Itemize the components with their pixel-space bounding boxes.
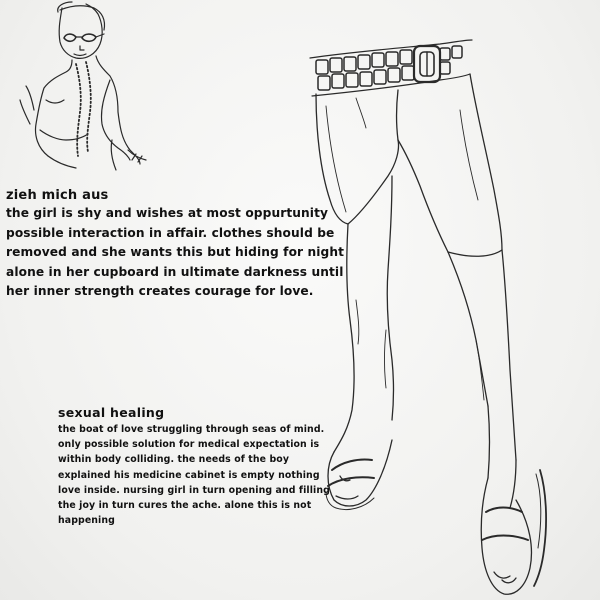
studded-belt xyxy=(310,40,472,96)
sandals xyxy=(326,440,546,594)
text-line: love inside. nursing girl in turn opening and filling xyxy=(58,484,330,496)
text-line: within body colliding. the needs of the boy xyxy=(58,454,290,466)
text-line: the girl is shy and wishes at most oppurtunity xyxy=(6,206,329,220)
text-block-sexual-healing xyxy=(58,404,358,528)
text-line: the joy in turn cures the ache. alone this is not xyxy=(58,500,312,512)
text-line: happening xyxy=(58,515,115,527)
woman-with-glasses-sketch xyxy=(20,2,146,170)
text-block-zieh-mich-aus xyxy=(6,188,346,302)
text-line: removed and she wants this but hiding for night xyxy=(6,245,345,259)
text-line: explained his medicine cabinet is empty nothing xyxy=(58,469,320,481)
text-line: her inner strength creates courage for love. xyxy=(6,284,314,298)
text-line: only possible solution for medical expectation is xyxy=(58,439,320,451)
text-line: alone in her cupboard in ultimate darkness until xyxy=(6,264,344,279)
text-block-heading: sexual healing xyxy=(58,405,165,420)
text-block-heading: zieh mich aus xyxy=(6,188,109,203)
text-line: possible interaction in affair. clothes should be xyxy=(6,225,335,240)
text-line: the boat of love struggling through seas of mind. xyxy=(58,424,325,435)
